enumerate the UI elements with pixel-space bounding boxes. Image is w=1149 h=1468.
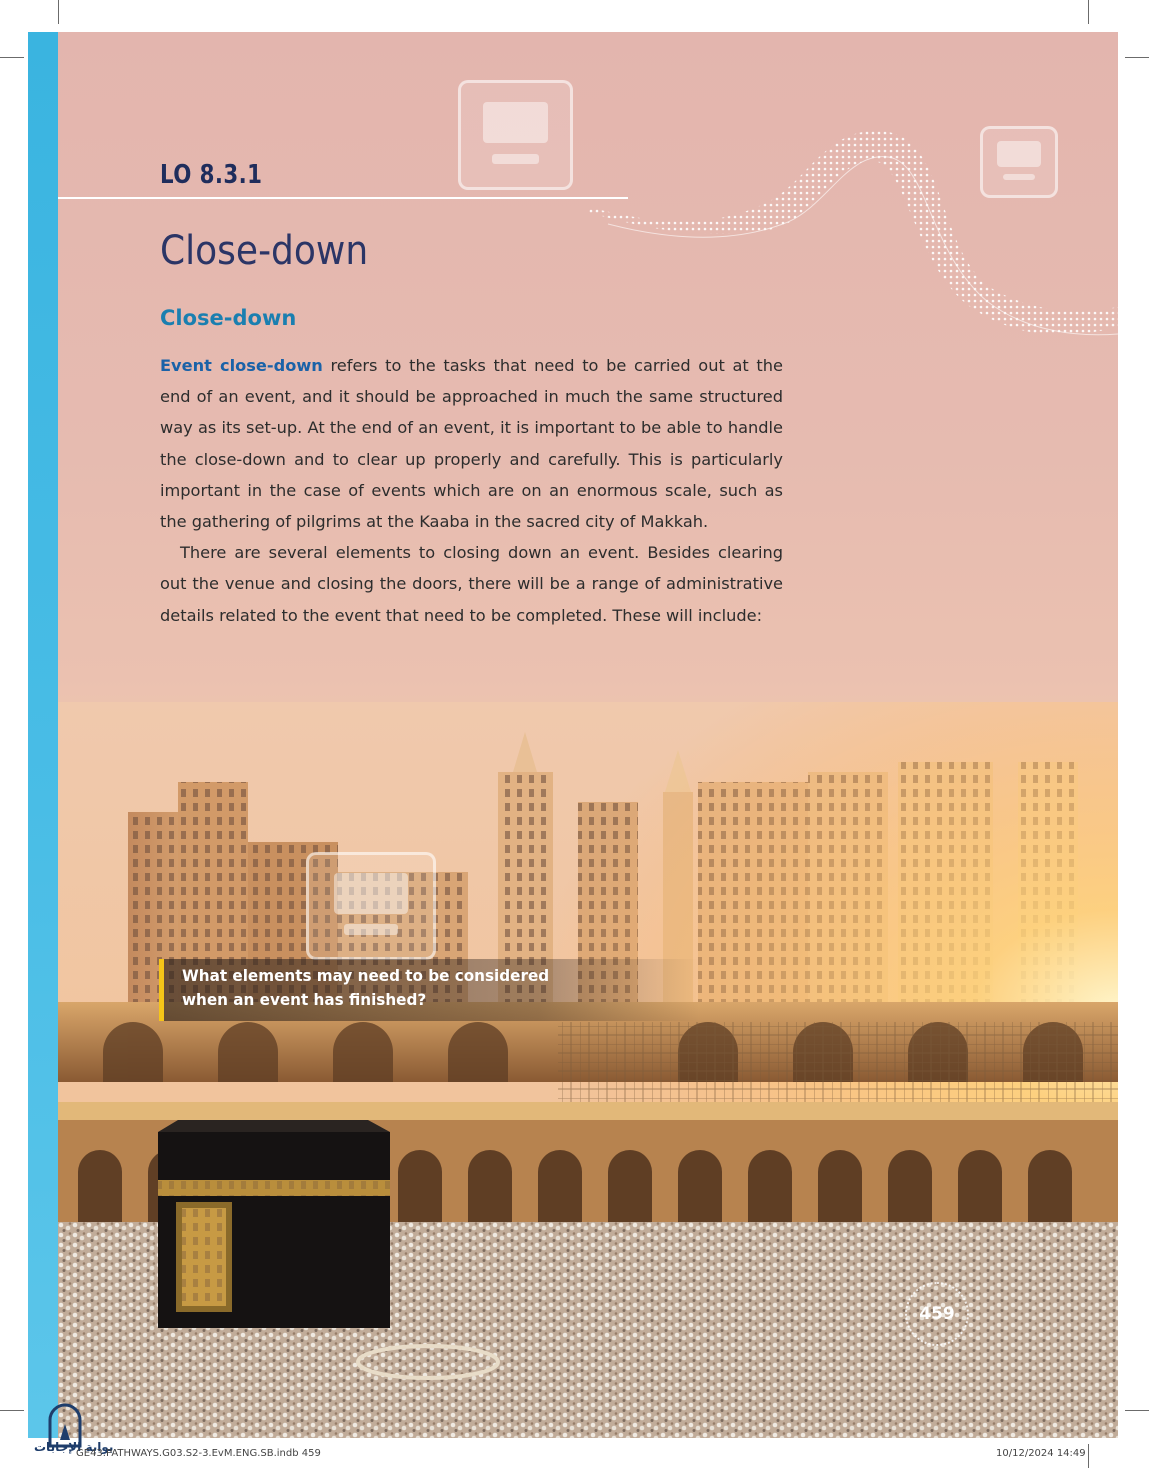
paragraph: There are several elements to closing down an event. Besides clearing out the venue and closing the doors, there will be a range of administrative details related to the event that need to be completed. These will include:	[160, 543, 783, 625]
section-heading: Close-down	[160, 306, 297, 330]
textbook-page	[28, 32, 1118, 1438]
page-number: 459	[905, 1282, 969, 1346]
file-slug: GE43.PATHWAYS.G03.S2-3.EvM.ENG.SB.indb 459	[76, 1448, 321, 1459]
header-rule	[58, 197, 628, 199]
page-title: Close-down	[160, 228, 369, 274]
watermark-logo-icon	[980, 126, 1058, 198]
crop-mark	[0, 57, 24, 58]
crop-mark	[1088, 1444, 1089, 1468]
crop-mark	[1125, 57, 1149, 58]
print-timestamp: 10/12/2024 14:49	[996, 1448, 1086, 1459]
side-accent-bar	[28, 32, 58, 1438]
key-term: Event close-down	[160, 356, 323, 375]
paragraph-text: refers to the tasks that need to be carried out at the end of an event, and it should be approached in much the same structured way as its set-up. At the end of an event, it is important to be able to handle the close-down and to clear up properly and carefully. This is particularly important in the case of events which are on an enormous scale, such as the gathering of pilgrims at the Kaaba in the sacred city of Makkah.	[160, 356, 783, 532]
watermark-logo-icon	[306, 852, 436, 960]
crop-mark	[0, 1410, 24, 1411]
caption-line: What elements may need to be considered	[182, 966, 550, 985]
brand-name: بوابة الإجابات	[34, 1440, 114, 1454]
paragraph	[160, 350, 783, 537]
crop-mark	[58, 0, 59, 24]
caption-line: when an event has finished?	[182, 990, 427, 1009]
learning-objective-code: LO 8.3.1	[160, 160, 263, 190]
crop-mark	[1088, 0, 1089, 24]
crop-mark	[1125, 1410, 1149, 1411]
photo-caption	[159, 959, 699, 1021]
watermark-logo-icon	[458, 80, 573, 190]
body-text	[160, 350, 783, 631]
